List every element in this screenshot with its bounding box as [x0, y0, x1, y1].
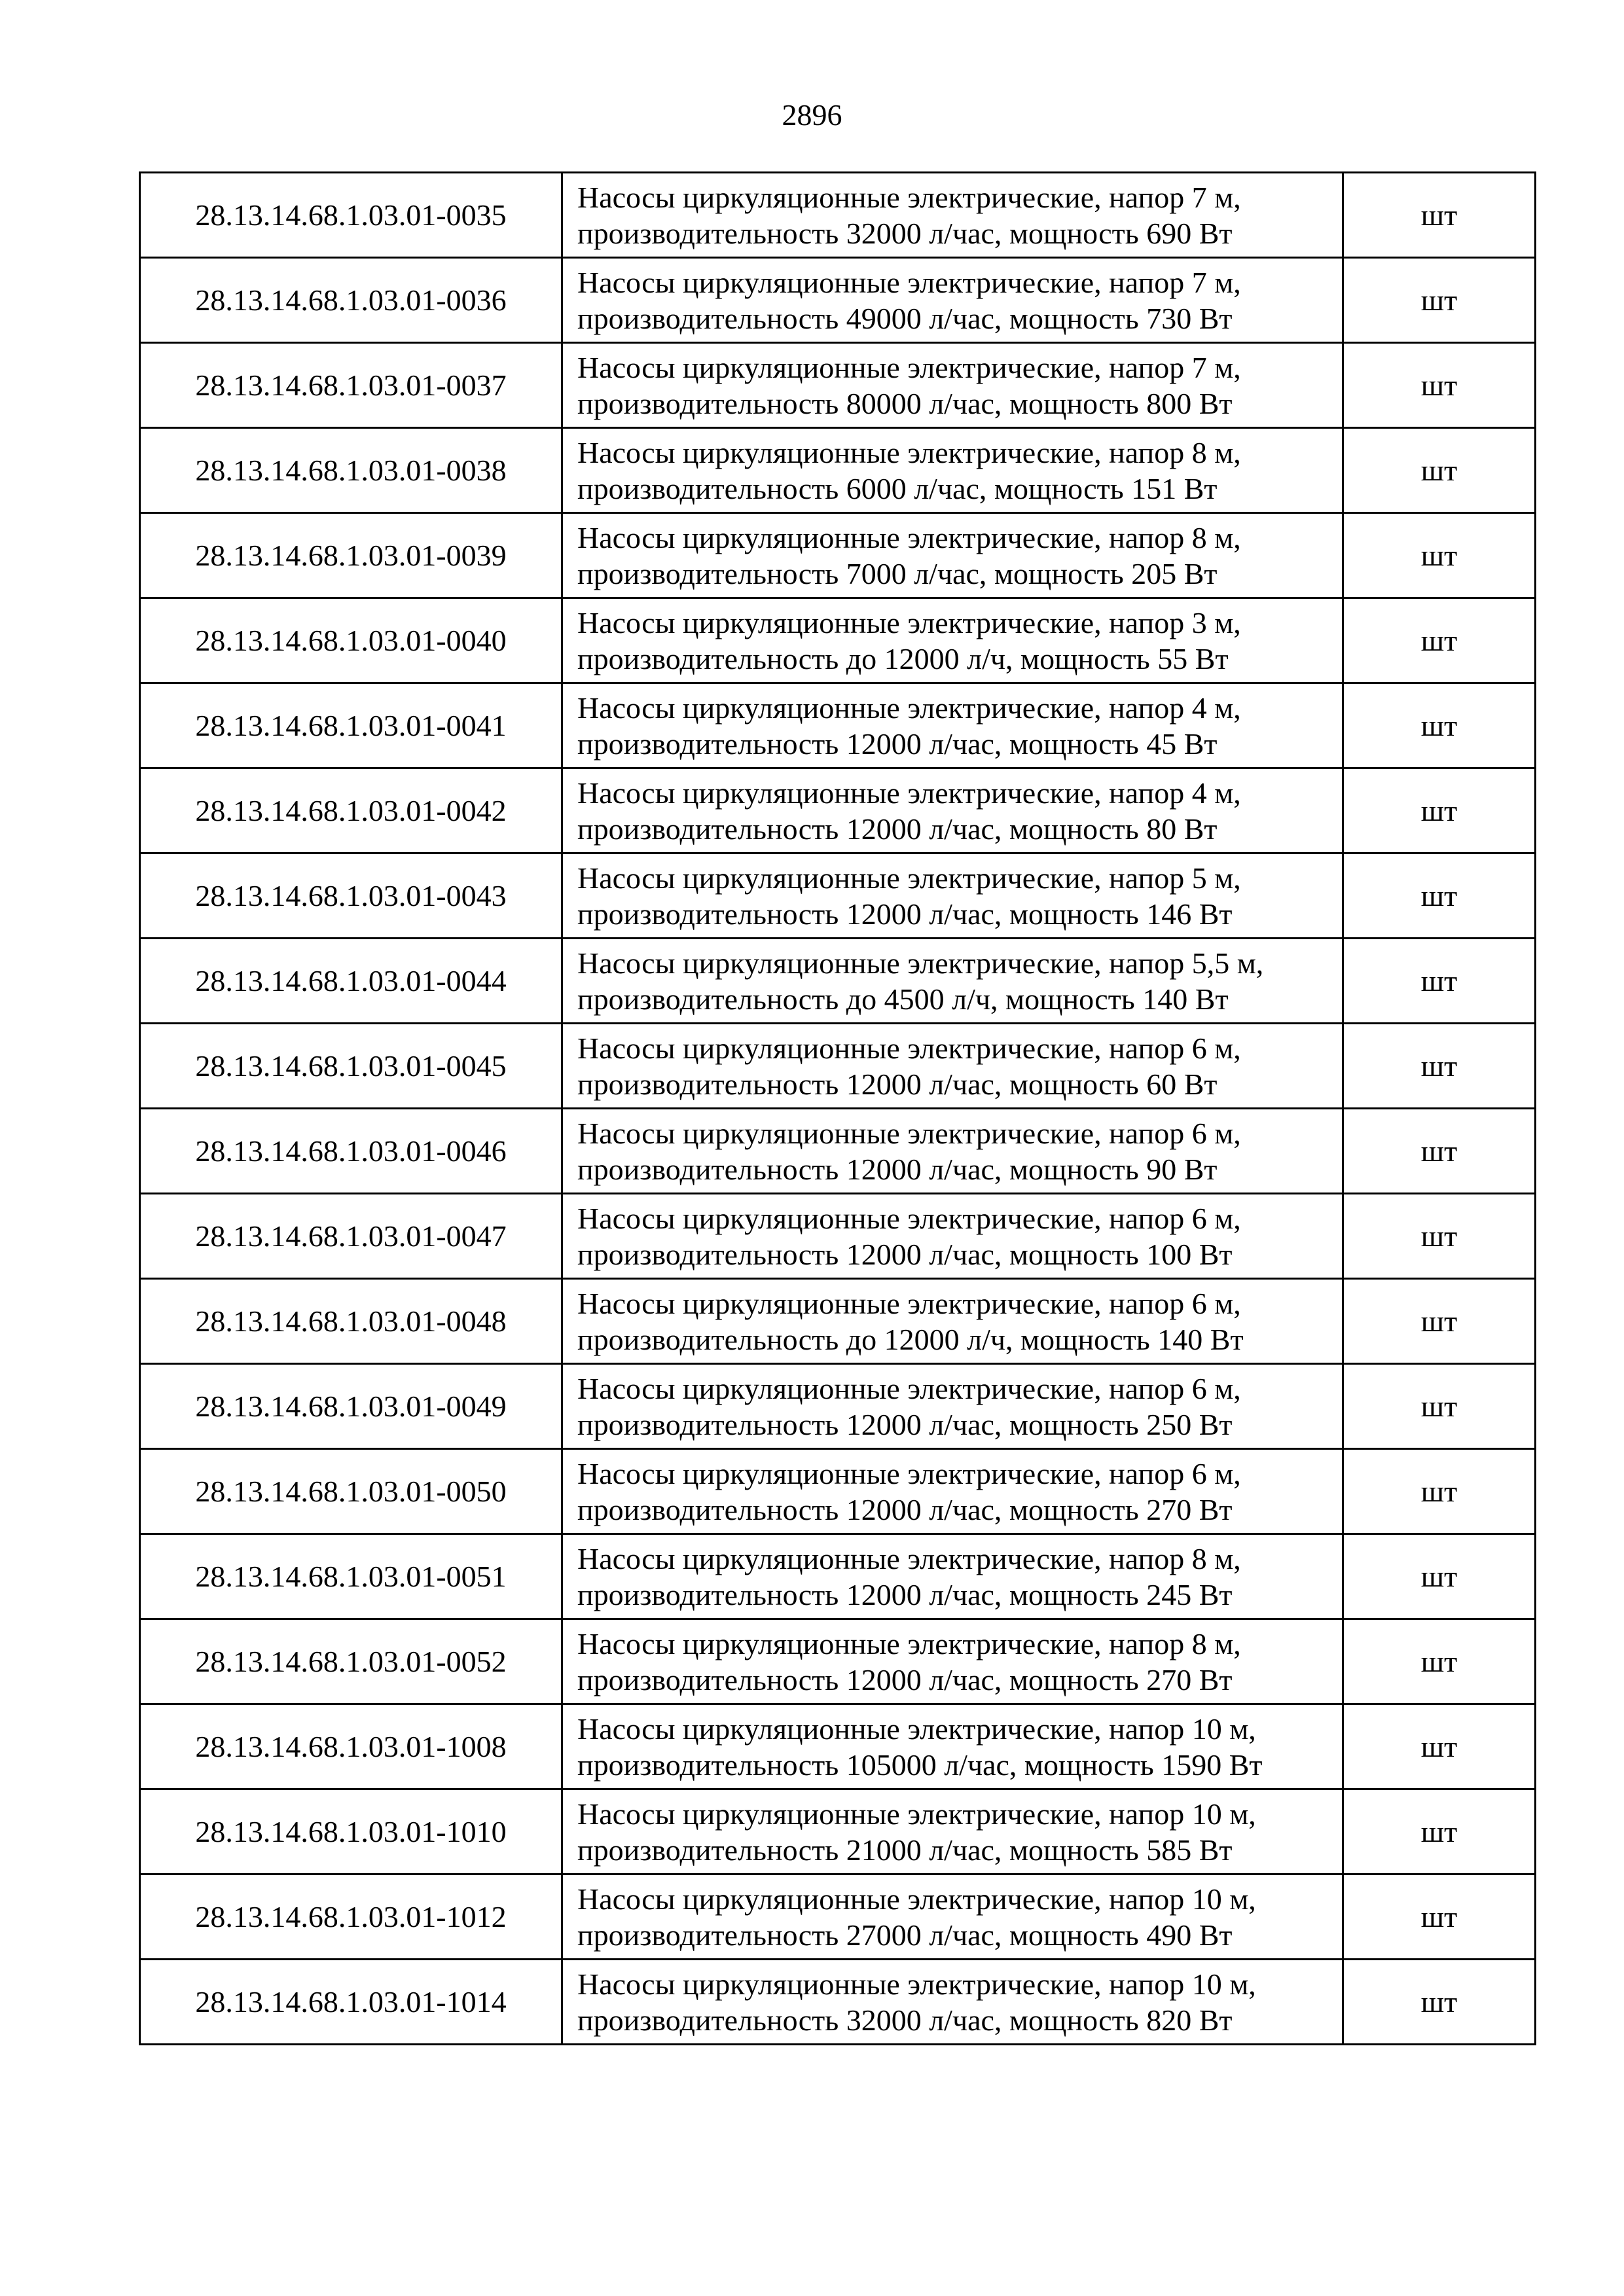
- description-line-2: производительность 27000 л/час, мощность 490 Вт: [577, 1918, 1233, 1952]
- description-line-2: производительность 21000 л/час, мощность 585 Вт: [577, 1833, 1233, 1867]
- table-row: [140, 1194, 1536, 1279]
- table-row: [140, 343, 1536, 428]
- table-row: [140, 1109, 1536, 1194]
- resource-code: 28.13.14.68.1.03.01-0047: [140, 1194, 562, 1279]
- unit-of-measure: шт: [1343, 1704, 1536, 1789]
- description-line-2: производительность до 4500 л/ч, мощность 140 Вт: [577, 982, 1229, 1016]
- resource-code: 28.13.14.68.1.03.01-1010: [140, 1789, 562, 1874]
- description-line-1: Насосы циркуляционные электрические, напор 3 м,: [577, 605, 1241, 639]
- description-line-2: производительность 12000 л/час, мощность 60 Вт: [577, 1067, 1218, 1101]
- table-row: [140, 1874, 1536, 1960]
- resource-code: 28.13.14.68.1.03.01-0051: [140, 1534, 562, 1619]
- table-row: [140, 258, 1536, 343]
- description-line-1: Насосы циркуляционные электрические, напор 10 м,: [577, 1712, 1256, 1746]
- description-line-2: производительность 12000 л/час, мощность 100 Вт: [577, 1237, 1233, 1271]
- unit-of-measure: шт: [1343, 1109, 1536, 1194]
- resource-description: [562, 173, 1343, 258]
- unit-of-measure: шт: [1343, 853, 1536, 939]
- resource-description: [562, 428, 1343, 513]
- unit-of-measure: шт: [1343, 1364, 1536, 1449]
- resource-description: [562, 768, 1343, 853]
- table-row: [140, 1789, 1536, 1874]
- unit-of-measure: шт: [1343, 1194, 1536, 1279]
- resource-code: 28.13.14.68.1.03.01-0050: [140, 1449, 562, 1534]
- table-row: [140, 428, 1536, 513]
- resource-description: [562, 1619, 1343, 1704]
- description-line-1: Насосы циркуляционные электрические, напор 4 м,: [577, 776, 1241, 810]
- description-line-1: Насосы циркуляционные электрические, напор 6 м,: [577, 1286, 1241, 1320]
- resource-description: [562, 1874, 1343, 1960]
- resource-description: [562, 939, 1343, 1024]
- description-line-2: производительность 49000 л/час, мощность 730 Вт: [577, 301, 1233, 335]
- description-line-2: производительность 80000 л/час, мощность 800 Вт: [577, 386, 1233, 420]
- table-row: [140, 173, 1536, 258]
- unit-of-measure: шт: [1343, 1619, 1536, 1704]
- table-row: [140, 683, 1536, 768]
- resource-description: [562, 1960, 1343, 2045]
- description-line-1: Насосы циркуляционные электрические, напор 8 м,: [577, 1541, 1241, 1575]
- description-line-2: производительность 105000 л/час, мощность 1590 Вт: [577, 1748, 1263, 1782]
- unit-of-measure: шт: [1343, 1449, 1536, 1534]
- unit-of-measure: шт: [1343, 598, 1536, 683]
- resource-code: 28.13.14.68.1.03.01-0036: [140, 258, 562, 343]
- resource-description: [562, 1449, 1343, 1534]
- unit-of-measure: шт: [1343, 1789, 1536, 1874]
- resource-code: 28.13.14.68.1.03.01-0038: [140, 428, 562, 513]
- unit-of-measure: шт: [1343, 1279, 1536, 1364]
- description-line-2: производительность до 12000 л/ч, мощность 55 Вт: [577, 641, 1229, 675]
- table-row: [140, 1960, 1536, 2045]
- resource-table: [139, 171, 1536, 2045]
- unit-of-measure: шт: [1343, 173, 1536, 258]
- resource-code: 28.13.14.68.1.03.01-0037: [140, 343, 562, 428]
- description-line-1: Насосы циркуляционные электрические, напор 5,5 м,: [577, 946, 1264, 980]
- table-row: [140, 1619, 1536, 1704]
- resource-description: [562, 1789, 1343, 1874]
- description-line-2: производительность 32000 л/час, мощность 820 Вт: [577, 2003, 1233, 2037]
- description-line-2: производительность 12000 л/час, мощность 245 Вт: [577, 1577, 1233, 1611]
- unit-of-measure: шт: [1343, 1024, 1536, 1109]
- resource-code: 28.13.14.68.1.03.01-0046: [140, 1109, 562, 1194]
- resource-description: [562, 258, 1343, 343]
- resource-description: [562, 1194, 1343, 1279]
- resource-code: 28.13.14.68.1.03.01-0040: [140, 598, 562, 683]
- description-line-1: Насосы циркуляционные электрические, напор 7 м,: [577, 350, 1241, 384]
- resource-code: 28.13.14.68.1.03.01-1014: [140, 1960, 562, 2045]
- table-row: [140, 768, 1536, 853]
- unit-of-measure: шт: [1343, 1960, 1536, 2045]
- table-row: [140, 1704, 1536, 1789]
- unit-of-measure: шт: [1343, 768, 1536, 853]
- description-line-2: производительность 12000 л/час, мощность 146 Вт: [577, 897, 1233, 931]
- resource-code: 28.13.14.68.1.03.01-1012: [140, 1874, 562, 1960]
- page-number: 2896: [782, 98, 842, 132]
- description-line-1: Насосы циркуляционные электрические, напор 5 м,: [577, 861, 1241, 895]
- unit-of-measure: шт: [1343, 343, 1536, 428]
- description-line-2: производительность 12000 л/час, мощность 270 Вт: [577, 1492, 1233, 1526]
- description-line-1: Насосы циркуляционные электрические, напор 6 м,: [577, 1456, 1241, 1490]
- table-row: [140, 1534, 1536, 1619]
- table-row: [140, 1364, 1536, 1449]
- resource-description: [562, 1704, 1343, 1789]
- resource-code: 28.13.14.68.1.03.01-0052: [140, 1619, 562, 1704]
- resource-description: [562, 1024, 1343, 1109]
- resource-description: [562, 513, 1343, 598]
- table-body: [140, 173, 1536, 2045]
- resource-code: 28.13.14.68.1.03.01-0041: [140, 683, 562, 768]
- resource-code: 28.13.14.68.1.03.01-0044: [140, 939, 562, 1024]
- table-row: [140, 1279, 1536, 1364]
- description-line-2: производительность до 12000 л/ч, мощность 140 Вт: [577, 1322, 1244, 1356]
- resource-code: 28.13.14.68.1.03.01-0042: [140, 768, 562, 853]
- unit-of-measure: шт: [1343, 1534, 1536, 1619]
- description-line-1: Насосы циркуляционные электрические, напор 7 м,: [577, 265, 1241, 299]
- description-line-1: Насосы циркуляционные электрические, напор 8 м,: [577, 1626, 1241, 1660]
- table-row: [140, 513, 1536, 598]
- resource-description: [562, 1534, 1343, 1619]
- resource-description: [562, 683, 1343, 768]
- description-line-1: Насосы циркуляционные электрические, напор 8 м,: [577, 435, 1241, 469]
- description-line-1: Насосы циркуляционные электрические, напор 10 м,: [577, 1967, 1256, 2001]
- unit-of-measure: шт: [1343, 939, 1536, 1024]
- unit-of-measure: шт: [1343, 1874, 1536, 1960]
- description-line-1: Насосы циркуляционные электрические, напор 4 м,: [577, 691, 1241, 725]
- resource-code: 28.13.14.68.1.03.01-0045: [140, 1024, 562, 1109]
- resource-code: 28.13.14.68.1.03.01-0035: [140, 173, 562, 258]
- description-line-2: производительность 12000 л/час, мощность 45 Вт: [577, 726, 1218, 761]
- unit-of-measure: шт: [1343, 513, 1536, 598]
- description-line-1: Насосы циркуляционные электрические, напор 6 м,: [577, 1031, 1241, 1065]
- resource-code: 28.13.14.68.1.03.01-0043: [140, 853, 562, 939]
- description-line-2: производительность 7000 л/час, мощность 205 Вт: [577, 556, 1218, 590]
- resource-code: 28.13.14.68.1.03.01-0049: [140, 1364, 562, 1449]
- description-line-1: Насосы циркуляционные электрические, напор 6 м,: [577, 1201, 1241, 1235]
- resource-description: [562, 343, 1343, 428]
- description-line-1: Насосы циркуляционные электрические, напор 8 м,: [577, 520, 1241, 554]
- description-line-1: Насосы циркуляционные электрические, напор 7 м,: [577, 180, 1241, 214]
- resource-description: [562, 853, 1343, 939]
- description-line-1: Насосы циркуляционные электрические, напор 10 м,: [577, 1797, 1256, 1831]
- description-line-2: производительность 12000 л/час, мощность 80 Вт: [577, 812, 1218, 846]
- resource-description: [562, 1279, 1343, 1364]
- description-line-2: производительность 12000 л/час, мощность 270 Вт: [577, 1662, 1233, 1696]
- description-line-1: Насосы циркуляционные электрические, напор 10 м,: [577, 1882, 1256, 1916]
- table-row: [140, 1449, 1536, 1534]
- description-line-2: производительность 32000 л/час, мощность 690 Вт: [577, 216, 1233, 250]
- unit-of-measure: шт: [1343, 258, 1536, 343]
- table-row: [140, 1024, 1536, 1109]
- table-row: [140, 939, 1536, 1024]
- table-row: [140, 853, 1536, 939]
- description-line-2: производительность 12000 л/час, мощность 90 Вт: [577, 1152, 1218, 1186]
- description-line-1: Насосы циркуляционные электрические, напор 6 м,: [577, 1116, 1241, 1150]
- unit-of-measure: шт: [1343, 683, 1536, 768]
- description-line-2: производительность 6000 л/час, мощность 151 Вт: [577, 471, 1218, 505]
- resource-description: [562, 1109, 1343, 1194]
- unit-of-measure: шт: [1343, 428, 1536, 513]
- description-line-1: Насосы циркуляционные электрические, напор 6 м,: [577, 1371, 1241, 1405]
- resource-code: 28.13.14.68.1.03.01-0048: [140, 1279, 562, 1364]
- table-row: [140, 598, 1536, 683]
- description-line-2: производительность 12000 л/час, мощность 250 Вт: [577, 1407, 1233, 1441]
- resource-code: 28.13.14.68.1.03.01-1008: [140, 1704, 562, 1789]
- resource-code: 28.13.14.68.1.03.01-0039: [140, 513, 562, 598]
- resource-description: [562, 1364, 1343, 1449]
- resource-description: [562, 598, 1343, 683]
